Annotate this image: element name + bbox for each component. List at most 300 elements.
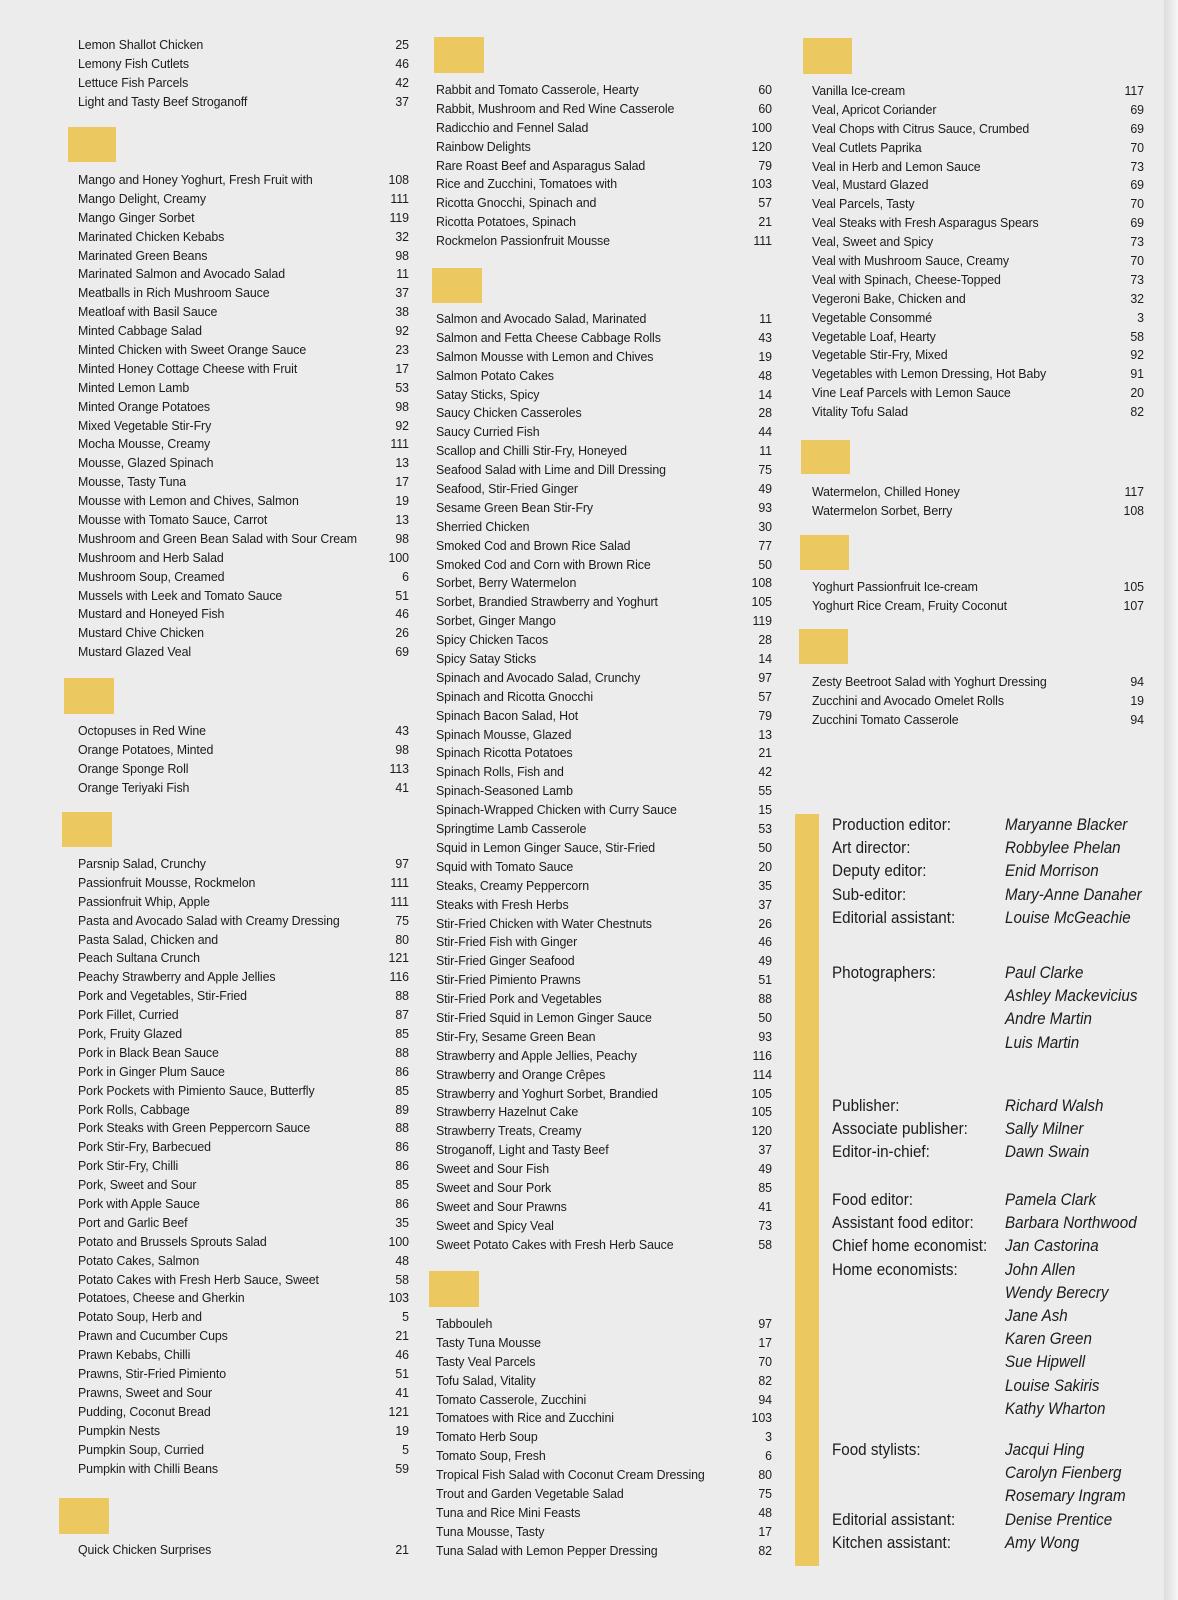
entry-page-number: 37 xyxy=(758,1142,772,1158)
entry-title: Tuna and Rice Mini Feasts xyxy=(436,1504,581,1520)
credit-name: Kathy Wharton xyxy=(1005,1399,1106,1418)
index-entry xyxy=(436,1217,772,1236)
index-entry xyxy=(436,650,772,669)
entry-page-number: 37 xyxy=(758,896,772,912)
index-entry xyxy=(78,1025,409,1044)
entry-title: Pork with Apple Sauce xyxy=(78,1196,200,1212)
entry-title: Watermelon Sorbet, Berry xyxy=(812,502,953,518)
entry-page-number: 17 xyxy=(758,1334,772,1350)
entry-title: Veal Steaks with Fresh Asparagus Spears xyxy=(812,215,1039,231)
entry-page-number: 6 xyxy=(402,568,409,584)
entry-title: Stir-Fried Chicken with Water Chestnuts xyxy=(436,915,652,931)
entry-title: Steaks, Creamy Peppercorn xyxy=(436,877,590,893)
index-entry xyxy=(78,1384,409,1403)
entry-page-number: 73 xyxy=(1130,271,1144,287)
index-entry xyxy=(436,1103,772,1122)
entry-page-number: 11 xyxy=(759,311,772,326)
letter-swatch-w xyxy=(801,440,850,474)
entry-title: Mango Ginger Sorbet xyxy=(78,209,195,225)
entry-title: Vegeroni Bake, Chicken and xyxy=(812,290,966,306)
entry-title: Salmon and Avocado Salad, Marinated xyxy=(436,311,647,326)
index-entry xyxy=(78,1176,409,1195)
entry-page-number: 3 xyxy=(1137,309,1144,325)
entry-title: Salmon Potato Cakes xyxy=(436,367,554,383)
index-entry xyxy=(436,81,772,100)
entry-title: Rabbit and Tomato Casserole, Hearty xyxy=(436,82,639,97)
index-entry xyxy=(78,1044,409,1063)
entry-page-number: 108 xyxy=(1123,502,1144,518)
entry-title: Spinach Ricotta Potatoes xyxy=(436,745,573,761)
entry-page-number: 21 xyxy=(395,1328,409,1344)
entry-page-number: 75 xyxy=(758,1486,772,1502)
entry-page-number: 88 xyxy=(758,991,772,1007)
entry-title: Quick Chicken Surprises xyxy=(78,1542,212,1557)
index-entry xyxy=(436,1236,772,1255)
index-entry xyxy=(78,379,409,398)
entry-page-number: 38 xyxy=(395,304,409,320)
index-entry xyxy=(78,874,409,893)
index-entry xyxy=(78,417,409,436)
index-entry xyxy=(812,252,1144,271)
credit-role: Art director: xyxy=(832,839,911,858)
entry-page-number: 58 xyxy=(395,1271,409,1287)
index-entry xyxy=(436,556,772,575)
entry-title: Saucy Chicken Casseroles xyxy=(436,405,582,421)
index-entry xyxy=(78,36,409,55)
entry-title: Sorbet, Ginger Mango xyxy=(436,613,556,629)
entry-title: Prawn Kebabs, Chilli xyxy=(78,1347,191,1363)
credit-row xyxy=(832,1235,1172,1258)
entry-page-number: 114 xyxy=(752,1066,772,1082)
index-entry xyxy=(812,692,1144,711)
index-entry xyxy=(78,454,409,473)
credit-name: Wendy Berecry xyxy=(1005,1283,1109,1302)
credit-role: Editor-in-chief: xyxy=(832,1143,930,1162)
entry-page-number: 49 xyxy=(758,953,772,969)
entry-title: Sweet Potato Cakes with Fresh Herb Sauce xyxy=(436,1236,674,1252)
credit-role xyxy=(832,985,991,1008)
credit-role xyxy=(832,1282,991,1305)
entry-page-number: 37 xyxy=(395,93,409,109)
index-entry xyxy=(78,360,409,379)
credit-row xyxy=(832,1095,1172,1118)
entry-title: Pork Steaks with Green Peppercorn Sauce xyxy=(78,1120,311,1136)
index-entry xyxy=(78,568,409,587)
entry-page-number: 48 xyxy=(758,367,772,383)
index-entry xyxy=(436,858,772,877)
entry-page-number: 43 xyxy=(395,723,409,738)
entry-title: Seafood, Stir-Fried Ginger xyxy=(436,481,578,497)
credit-name: Andre Martin xyxy=(1005,1010,1092,1029)
credit-role: Deputy editor: xyxy=(832,862,927,881)
index-entry xyxy=(436,726,772,745)
entry-title: Spinach-Wrapped Chicken with Curry Sauce xyxy=(436,802,677,818)
page-edge-shadow xyxy=(1164,0,1178,1600)
entry-page-number: 121 xyxy=(388,1403,409,1419)
entry-title: Pork, Sweet and Sour xyxy=(78,1177,197,1193)
credit-name: Rosemary Ingram xyxy=(1005,1487,1126,1506)
entry-page-number: 23 xyxy=(395,342,409,358)
entry-title: Salmon Mousse with Lemon and Chives xyxy=(436,348,654,364)
entry-page-number: 105 xyxy=(751,594,772,610)
index-entry xyxy=(436,367,772,386)
credit-role xyxy=(832,1305,991,1328)
entry-page-number: 88 xyxy=(395,1044,409,1060)
credit-role: Associate publisher: xyxy=(832,1120,968,1139)
credit-row xyxy=(832,1398,1172,1421)
index-entry xyxy=(436,1009,772,1028)
index-entry xyxy=(812,403,1144,422)
entry-title: Seafood Salad with Lime and Dill Dressing xyxy=(436,462,666,478)
index-entry xyxy=(78,1308,409,1327)
entry-page-number: 41 xyxy=(395,779,409,795)
credit-name: Barbara Northwood xyxy=(1005,1214,1137,1233)
credit-role: Food stylists: xyxy=(832,1441,921,1459)
entry-page-number: 85 xyxy=(395,1177,409,1193)
entry-page-number: 97 xyxy=(758,1316,772,1331)
entry-page-number: 19 xyxy=(395,1422,409,1438)
index-entry xyxy=(436,1047,772,1066)
entry-title: Stroganoff, Light and Tasty Beef xyxy=(436,1142,609,1158)
credit-name: John Allen xyxy=(1005,1260,1076,1279)
entry-page-number: 14 xyxy=(758,651,772,667)
entry-page-number: 5 xyxy=(402,1441,409,1457)
index-entry xyxy=(78,1138,409,1157)
entry-title: Saucy Curried Fish xyxy=(436,424,540,440)
credit-role: Kitchen assistant: xyxy=(832,1533,951,1552)
entry-title: Mixed Vegetable Stir-Fry xyxy=(78,417,212,433)
entry-title: Tomato Soup, Fresh xyxy=(436,1448,546,1464)
entry-page-number: 82 xyxy=(758,1542,772,1558)
entry-title: Meatballs in Rich Mushroom Sauce xyxy=(78,285,270,301)
index-entry xyxy=(78,643,409,662)
credit-role xyxy=(832,1375,991,1398)
entry-page-number: 86 xyxy=(395,1139,409,1155)
credit-row xyxy=(832,1118,1172,1141)
entry-title: Pork Stir-Fry, Barbecued xyxy=(78,1139,211,1155)
credit-row xyxy=(832,1485,1172,1508)
entry-title: Veal Parcels, Tasty xyxy=(812,196,915,212)
entry-title: Sweet and Sour Pork xyxy=(436,1179,552,1195)
index-entry xyxy=(436,442,772,461)
entry-page-number: 6 xyxy=(765,1448,772,1464)
credit-role xyxy=(832,1462,991,1485)
entry-title: Potato Cakes with Fresh Herb Sauce, Sweet xyxy=(78,1271,319,1287)
letter-swatch-s xyxy=(432,268,482,303)
entry-title: Mango and Honey Yoghurt, Fresh Fruit with xyxy=(78,172,313,187)
entry-page-number: 100 xyxy=(388,549,409,565)
index-entry xyxy=(436,990,772,1009)
index-entry xyxy=(78,1541,409,1560)
entry-title: Squid with Tomato Sauce xyxy=(436,858,574,874)
entry-page-number: 44 xyxy=(758,424,772,440)
entry-title: Spicy Chicken Tacos xyxy=(436,632,549,648)
credit-row xyxy=(832,1462,1172,1485)
index-entry xyxy=(78,1252,409,1271)
entry-page-number: 79 xyxy=(758,707,772,723)
entry-title: Pasta Salad, Chicken and xyxy=(78,931,219,947)
index-entry xyxy=(78,1157,409,1176)
credit-role: Sub-editor: xyxy=(832,885,907,904)
entry-title: Light and Tasty Beef Stroganoff xyxy=(78,93,248,109)
entry-page-number: 121 xyxy=(388,950,409,966)
entry-title: Mousse, Tasty Tuna xyxy=(78,474,187,490)
entry-title: Vitality Tofu Salad xyxy=(812,404,909,420)
entry-page-number: 91 xyxy=(1130,366,1144,382)
entry-title: Mustard and Honeyed Fish xyxy=(78,606,225,622)
entry-page-number: 120 xyxy=(751,1123,772,1139)
entry-title: Trout and Garden Vegetable Salad xyxy=(436,1486,624,1502)
index-entry xyxy=(78,1006,409,1025)
entry-title: Pork Stir-Fry, Chilli xyxy=(78,1158,179,1174)
credit-row xyxy=(832,1532,1172,1555)
entry-title: Spinach-Seasoned Lamb xyxy=(436,783,573,799)
credit-row xyxy=(832,1032,1172,1055)
entry-page-number: 37 xyxy=(395,285,409,301)
entry-title: Lettuce Fish Parcels xyxy=(78,74,189,90)
entry-title: Smoked Cod and Brown Rice Salad xyxy=(436,537,631,553)
entry-title: Tasty Tuna Mousse xyxy=(436,1334,541,1350)
index-entry xyxy=(78,1327,409,1346)
index-entry xyxy=(78,722,409,741)
credit-row xyxy=(832,1189,1172,1212)
entry-title: Yoghurt Passionfruit Ice-cream xyxy=(812,579,978,594)
entry-page-number: 60 xyxy=(758,100,772,116)
entry-title: Ricotta Potatoes, Spinach xyxy=(436,214,576,230)
index-section-l xyxy=(78,36,409,112)
entry-page-number: 85 xyxy=(395,1082,409,1098)
credit-name: Denise Prentice xyxy=(1005,1510,1113,1529)
credit-row xyxy=(832,1212,1172,1235)
entry-title: Potato and Brussels Sprouts Salad xyxy=(78,1233,267,1249)
index-section-q xyxy=(78,1541,409,1560)
index-entry xyxy=(78,209,409,228)
index-entry xyxy=(78,1271,409,1290)
index-entry xyxy=(78,1233,409,1252)
entry-page-number: 21 xyxy=(758,745,772,761)
entry-page-number: 100 xyxy=(751,119,772,135)
entry-title: Yoghurt Rice Cream, Fruity Coconut xyxy=(812,597,1008,613)
entry-title: Sherried Chicken xyxy=(436,518,530,534)
credit-role: Publisher: xyxy=(832,1097,900,1115)
entry-title: Veal, Apricot Coriander xyxy=(812,101,937,117)
index-entry xyxy=(812,120,1144,139)
entry-title: Minted Chicken with Sweet Orange Sauce xyxy=(78,342,307,358)
entry-title: Meatloaf with Basil Sauce xyxy=(78,304,218,320)
index-entry xyxy=(436,1122,772,1141)
credit-row xyxy=(832,1008,1172,1031)
index-entry xyxy=(78,1101,409,1120)
entry-page-number: 98 xyxy=(395,247,409,263)
entry-title: Marinated Salmon and Avocado Salad xyxy=(78,266,285,282)
entry-page-number: 108 xyxy=(751,575,772,591)
entry-page-number: 111 xyxy=(753,233,772,249)
index-entry xyxy=(812,346,1144,365)
credit-name: Jan Castorina xyxy=(1005,1237,1099,1256)
entry-title: Stir-Fried Fish with Ginger xyxy=(436,934,578,950)
entry-page-number: 30 xyxy=(758,518,772,534)
entry-page-number: 88 xyxy=(395,988,409,1004)
entry-page-number: 70 xyxy=(1130,139,1144,155)
index-entry xyxy=(78,549,409,568)
index-entry xyxy=(78,55,409,74)
index-entry xyxy=(78,74,409,93)
index-entry xyxy=(436,499,772,518)
index-entry xyxy=(436,1428,772,1447)
letter-swatch-p xyxy=(62,812,112,847)
entry-title: Potato Cakes, Salmon xyxy=(78,1252,200,1268)
credit-row xyxy=(832,1328,1172,1351)
credit-name: Louise Sakiris xyxy=(1005,1376,1100,1395)
entry-title: Veal with Mushroom Sauce, Creamy xyxy=(812,253,1010,269)
index-entry xyxy=(78,473,409,492)
index-entry xyxy=(812,139,1144,158)
index-entry xyxy=(78,605,409,624)
entry-title: Steaks with Fresh Herbs xyxy=(436,896,569,912)
entry-title: Prawn and Cucumber Cups xyxy=(78,1328,228,1344)
entry-title: Vine Leaf Parcels with Lemon Sauce xyxy=(812,385,1011,401)
index-entry xyxy=(78,511,409,530)
entry-title: Octopuses in Red Wine xyxy=(78,723,206,738)
index-section-t xyxy=(436,1315,772,1561)
entry-page-number: 93 xyxy=(758,1028,772,1044)
credit-name: Paul Clarke xyxy=(1005,964,1084,982)
entry-page-number: 113 xyxy=(389,760,409,776)
entry-page-number: 21 xyxy=(758,214,772,230)
credit-role: Production editor: xyxy=(832,816,951,834)
entry-title: Stir-Fried Squid in Lemon Ginger Sauce xyxy=(436,1009,652,1025)
entry-page-number: 26 xyxy=(395,625,409,641)
index-entry xyxy=(812,673,1144,692)
index-entry xyxy=(436,537,772,556)
entry-page-number: 50 xyxy=(758,1009,772,1025)
entry-page-number: 70 xyxy=(1130,196,1144,212)
entry-page-number: 19 xyxy=(395,493,409,509)
entry-page-number: 49 xyxy=(758,481,772,497)
credit-row xyxy=(832,1439,1172,1462)
entry-title: Mushroom Soup, Creamed xyxy=(78,568,225,584)
credit-role: Editorial assistant: xyxy=(832,1510,956,1529)
entry-title: Mousse with Tomato Sauce, Carrot xyxy=(78,512,268,528)
entry-title: Orange Sponge Roll xyxy=(78,760,189,776)
credit-name: Amy Wong xyxy=(1005,1533,1080,1552)
entry-page-number: 13 xyxy=(758,726,772,742)
index-entry xyxy=(436,310,772,329)
credit-name: Jacqui Hing xyxy=(1005,1441,1085,1459)
credit-row xyxy=(832,1305,1172,1328)
credit-role: Assistant food editor: xyxy=(832,1214,974,1233)
entry-page-number: 70 xyxy=(758,1353,772,1369)
entry-page-number: 17 xyxy=(395,360,409,376)
entry-title: Sorbet, Brandied Strawberry and Yoghurt xyxy=(436,594,658,610)
entry-page-number: 100 xyxy=(388,1233,409,1249)
entry-title: Mousse with Lemon and Chives, Salmon xyxy=(78,493,299,509)
entry-page-number: 105 xyxy=(751,1104,772,1120)
entry-page-number: 69 xyxy=(1130,101,1144,117)
letter-swatch-q xyxy=(59,1498,109,1534)
index-entry xyxy=(812,328,1144,347)
index-section-v xyxy=(812,82,1144,422)
index-entry xyxy=(436,933,772,952)
index-entry xyxy=(78,1289,409,1308)
credit-row xyxy=(832,962,1172,985)
index-entry xyxy=(436,1447,772,1466)
entry-title: Strawberry Hazelnut Cake xyxy=(436,1104,579,1120)
entry-page-number: 59 xyxy=(395,1460,409,1476)
entry-page-number: 92 xyxy=(1130,347,1144,363)
index-entry xyxy=(436,404,772,423)
index-entry xyxy=(812,176,1144,195)
index-entry xyxy=(436,820,772,839)
entry-page-number: 21 xyxy=(395,1542,409,1557)
index-entry xyxy=(78,741,409,760)
index-entry xyxy=(78,1346,409,1365)
entry-title: Tuna Mousse, Tasty xyxy=(436,1523,545,1539)
index-entry xyxy=(78,284,409,303)
letter-swatch-z xyxy=(799,629,848,664)
entry-page-number: 94 xyxy=(1130,711,1144,727)
index-entry xyxy=(78,1195,409,1214)
credit-name: Louise McGeachie xyxy=(1005,908,1131,927)
index-entry xyxy=(78,912,409,931)
entry-page-number: 105 xyxy=(751,1085,772,1101)
entry-page-number: 49 xyxy=(758,1161,772,1177)
entry-page-number: 46 xyxy=(395,1347,409,1363)
index-section-p xyxy=(78,855,409,1478)
index-entry xyxy=(436,423,772,442)
index-entry xyxy=(436,707,772,726)
index-entry xyxy=(436,1315,772,1334)
credit-row xyxy=(832,1351,1172,1374)
entry-title: Vegetable Consommé xyxy=(812,309,933,325)
entry-title: Mocha Mousse, Creamy xyxy=(78,436,211,452)
entry-title: Potato Soup, Herb and xyxy=(78,1309,202,1325)
entry-title: Veal Chops with Citrus Sauce, Crumbed xyxy=(812,120,1030,136)
index-entry xyxy=(436,461,772,480)
entry-page-number: 69 xyxy=(1130,177,1144,193)
entry-page-number: 86 xyxy=(395,1158,409,1174)
index-entry xyxy=(436,119,772,138)
index-entry xyxy=(436,1542,772,1561)
index-entry xyxy=(436,801,772,820)
entry-page-number: 73 xyxy=(1130,158,1144,174)
index-entry xyxy=(78,228,409,247)
index-section-s xyxy=(436,310,772,1255)
credit-row xyxy=(832,837,1172,860)
credit-role xyxy=(832,1351,991,1374)
index-section-y xyxy=(812,578,1144,616)
entry-title: Tabbouleh xyxy=(436,1316,493,1331)
index-entry xyxy=(78,1119,409,1138)
index-entry xyxy=(436,175,772,194)
entry-title: Springtime Lamb Casserole xyxy=(436,821,587,837)
index-entry xyxy=(78,190,409,209)
index-entry xyxy=(436,631,772,650)
entry-title: Prawns, Stir-Fried Pimiento xyxy=(78,1366,226,1382)
credit-role: Food editor: xyxy=(832,1191,914,1209)
index-entry xyxy=(78,171,409,190)
index-entry xyxy=(436,1334,772,1353)
index-entry xyxy=(436,232,772,251)
entry-title: Strawberry and Apple Jellies, Peachy xyxy=(436,1047,637,1063)
credit-name: Sue Hipwell xyxy=(1005,1353,1086,1372)
index-entry xyxy=(78,1460,409,1479)
entry-page-number: 86 xyxy=(395,1063,409,1079)
entry-page-number: 97 xyxy=(758,669,772,685)
entry-title: Pasta and Avocado Salad with Creamy Dressing xyxy=(78,912,340,928)
entry-title: Smoked Cod and Corn with Brown Rice xyxy=(436,556,651,572)
entry-page-number: 92 xyxy=(395,323,409,339)
